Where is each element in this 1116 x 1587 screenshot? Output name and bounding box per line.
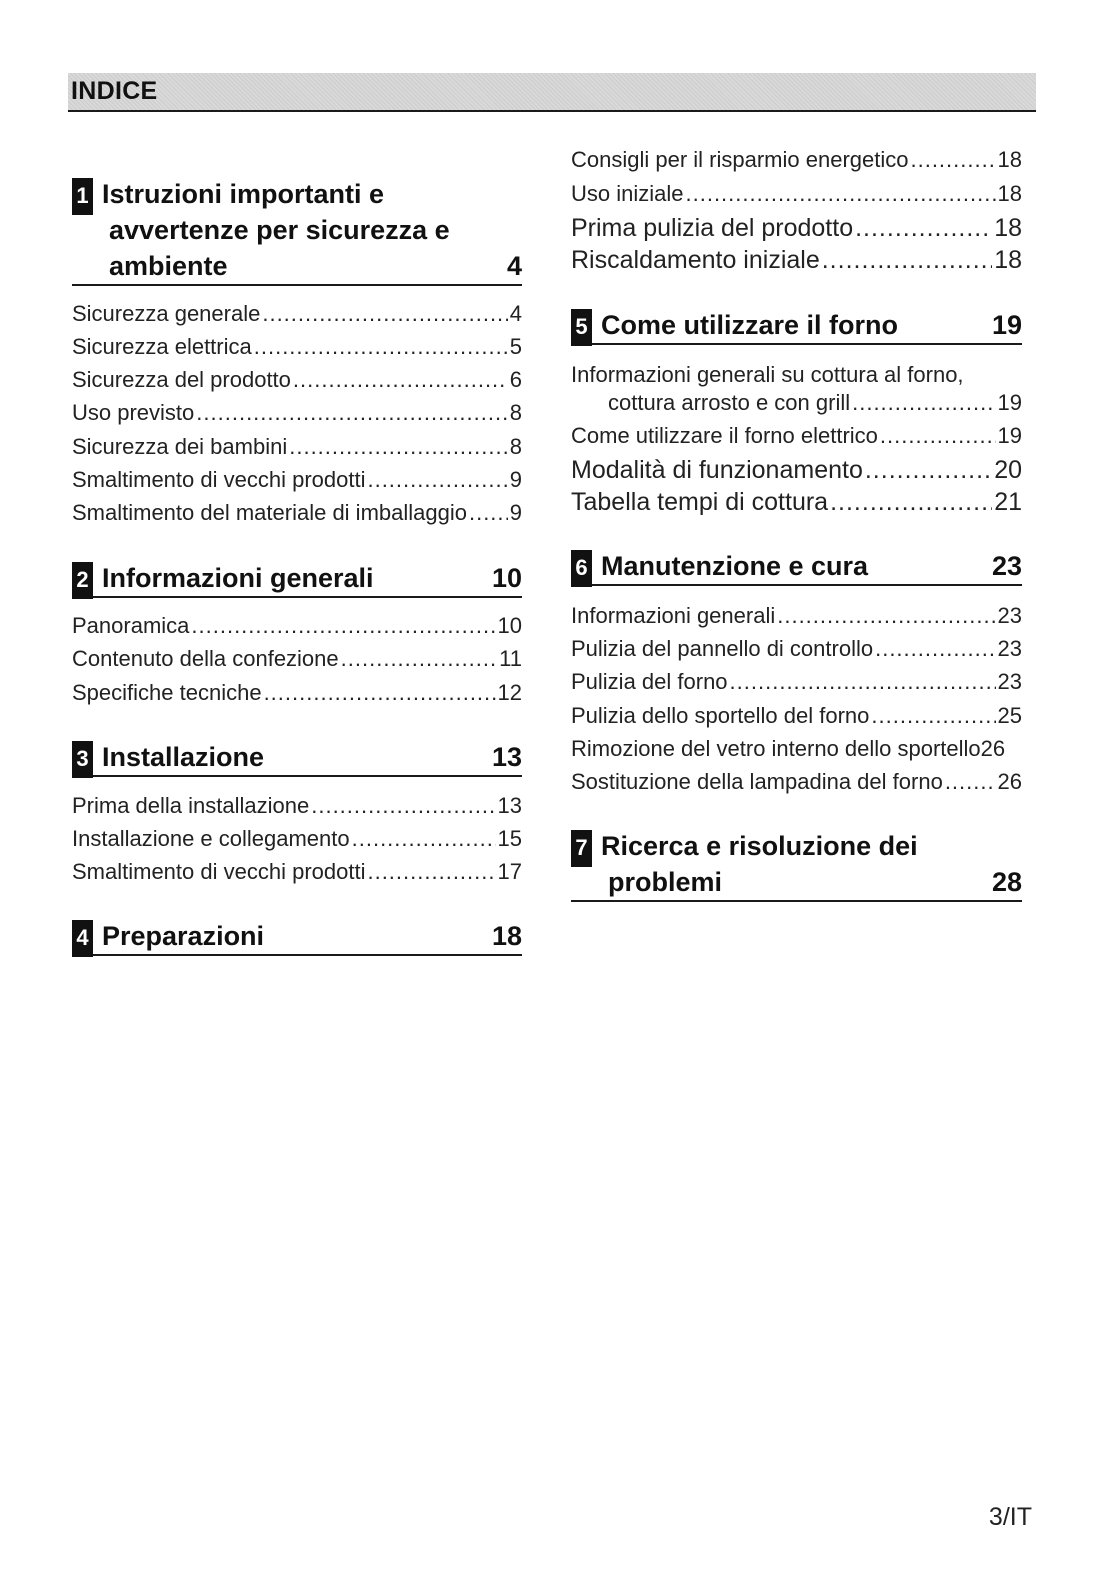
toc-entry[interactable]: Panoramica ..... 10 (72, 613, 522, 639)
section-5-page: 19 (991, 310, 1022, 340)
section-3-page: 13 (491, 742, 522, 772)
toc-entry[interactable]: Informazioni generali ..... 23 (571, 603, 1022, 629)
section-6-title: Manutenzione e cura (601, 551, 869, 581)
toc-entry[interactable]: Installazione e collegamento ..... 15 (72, 826, 522, 852)
toc-entry[interactable]: Come utilizzare il forno elettrico ..... 19 (571, 423, 1022, 449)
section-6-heading[interactable] (571, 548, 1022, 586)
toc-entry[interactable]: Pulizia del forno ..... 23 (571, 669, 1022, 695)
toc-entry[interactable]: Sicurezza dei bambini ..... 8 (72, 434, 522, 460)
toc-entry[interactable]: Specifiche tecniche ..... 12 (72, 680, 522, 706)
toc-entry[interactable]: Prima pulizia del prodotto ..... 18 (571, 214, 1022, 243)
section-7-heading[interactable] (571, 828, 1022, 902)
section-5-title: Come utilizzare il forno (601, 310, 899, 340)
section-1-number: 1 (72, 178, 93, 215)
section-5-heading[interactable] (571, 307, 1022, 345)
toc-entry[interactable]: Modalità di funzionamento ..... 20 (571, 456, 1022, 485)
section-2-page: 10 (491, 563, 522, 593)
toc-entry[interactable]: Contenuto della confezione ..... 11 (72, 646, 522, 672)
section-1-heading[interactable] (72, 176, 522, 286)
toc-entry[interactable]: Sostituzione della lampadina del forno ..... 26 (571, 769, 1022, 795)
page-number: 3/IT (988, 1503, 1032, 1531)
section-1-page: 4 (506, 251, 522, 281)
section-3-heading[interactable] (72, 739, 522, 777)
toc-entry[interactable]: Prima della installazione ..... 13 (72, 793, 522, 819)
toc-entry[interactable]: cottura arrosto e con grill ..... 19 (608, 390, 1022, 416)
section-4-heading[interactable] (72, 918, 522, 956)
toc-entry[interactable]: Consigli per il risparmio energetico ..... 18 (571, 147, 1022, 173)
section-1-title-line2: avvertenze per sicurezza e (109, 215, 450, 245)
toc-entry[interactable]: Smaltimento del materiale di imballaggio ..... 9 (72, 500, 522, 526)
toc-entry[interactable]: Riscaldamento iniziale ..... 18 (571, 246, 1022, 275)
toc-entry[interactable]: Uso previsto ..... 8 (72, 400, 522, 426)
section-2-title: Informazioni generali (102, 563, 374, 593)
section-3-title: Installazione (102, 742, 265, 772)
section-4-page: 18 (491, 921, 522, 951)
toc-entry[interactable]: Uso iniziale ..... 18 (571, 181, 1022, 207)
toc-entry[interactable]: Pulizia del pannello di controllo ..... 23 (571, 636, 1022, 662)
section-7-page: 28 (991, 867, 1022, 897)
section-2-heading[interactable] (72, 560, 522, 598)
section-4-title: Preparazioni (102, 921, 265, 951)
section-2-number: 2 (72, 562, 93, 599)
section-1-title-line1: Istruzioni importanti e (102, 179, 385, 209)
toc-entry[interactable]: Pulizia dello sportello del forno ..... 25 (571, 703, 1022, 729)
section-4-number: 4 (72, 920, 93, 957)
section-5-number: 5 (571, 309, 592, 346)
section-6-number: 6 (571, 550, 592, 587)
section-6-page: 23 (991, 551, 1022, 581)
toc-entry[interactable]: Smaltimento di vecchi prodotti ..... 17 (72, 859, 522, 885)
section-7-title-line2: problemi (608, 867, 723, 897)
section-3-number: 3 (72, 741, 93, 778)
toc-entry[interactable]: Sicurezza generale ..... 4 (72, 301, 522, 327)
toc-entry[interactable]: Smaltimento di vecchi prodotti ..... 9 (72, 467, 522, 493)
toc-entry[interactable]: Sicurezza elettrica ..... 5 (72, 334, 522, 360)
toc-entry-wrapped-line[interactable]: Informazioni generali su cottura al forno, (571, 362, 964, 387)
section-7-number: 7 (571, 830, 592, 867)
toc-entry[interactable]: Rimozione del vetro interno dello sportello 26 (571, 736, 1006, 761)
section-1-title-line3: ambiente (109, 251, 228, 281)
toc-entry[interactable]: Tabella tempi di cottura ..... 21 (571, 488, 1022, 517)
toc-entry[interactable]: Sicurezza del prodotto ..... 6 (72, 367, 522, 393)
index-header-bar (68, 73, 1036, 112)
section-7-title-line1: Ricerca e risoluzione dei (601, 831, 918, 861)
index-title: INDICE (71, 77, 158, 105)
